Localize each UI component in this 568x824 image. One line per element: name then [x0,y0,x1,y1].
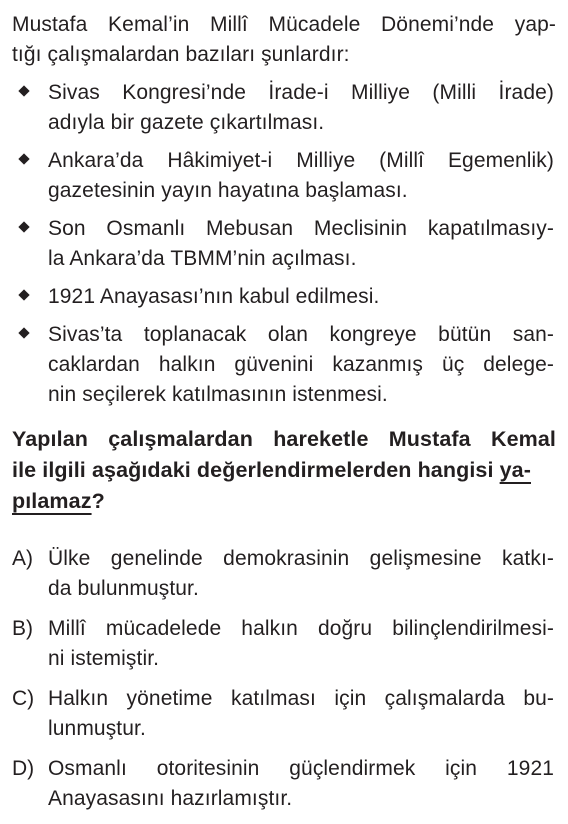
bullet-line: Sivas’ta toplanacak olan kongreye bütün san- [48,323,554,346]
diamond-bullet-icon [18,221,29,232]
option-letter: B) [12,617,33,640]
intro-line: tığı çalışmalardan bazıları şunlardır: [12,43,350,66]
option-b[interactable] [12,614,556,674]
question-line [12,486,556,517]
answer-options [12,544,556,824]
diamond-bullet-icon [18,289,29,300]
option-line: lunmuştur. [48,717,146,740]
bullet-line: gazetesinin yayın hayatına başlaması. [48,179,408,202]
bullet-item [12,146,556,206]
bullet-item [12,78,556,138]
option-line: Ülke genelinde demokrasinin gelişmesine katkı- [48,547,554,570]
question-stem [12,424,556,517]
option-d[interactable] [12,754,556,814]
option-line: da bulunmuştur. [48,577,199,600]
underlined-keyword: ya- [499,458,531,482]
underlined-keyword: pılamaz [12,489,92,513]
question-line [12,455,556,486]
option-c[interactable] [12,684,556,744]
option-letter: C) [12,687,35,710]
diamond-bullet-icon [18,85,29,96]
question-line: Yapılan çalışmalardan hareketle Mustafa Kemal [12,427,556,451]
option-line: Osmanlı otoritesinin güçlendirmek için 1921 [48,757,554,780]
diamond-bullet-icon [18,153,29,164]
option-line: Anayasasını hazırlamıştır. [48,787,293,810]
option-line: Halkın yönetime katılması için çalışmalarda bu- [48,687,554,710]
option-a[interactable] [12,544,556,604]
bullet-line: 1921 Anayasası’nın kabul edilmesi. [48,285,380,308]
bullet-item [12,320,556,410]
option-line: ni istemiştir. [48,647,160,670]
bullet-item [12,282,556,312]
bullet-item [12,214,556,274]
diamond-bullet-icon [18,327,29,338]
bullet-list [12,78,556,418]
question-text: ile ilgili aşağıdaki değerlendirmelerden hangisi [12,458,500,482]
bullet-line: Son Osmanlı Mebusan Meclisinin kapatılmasıy- [48,217,554,240]
intro-paragraph [12,10,556,70]
bullet-line: adıyla bir gazete çıkartılması. [48,111,325,134]
option-line: Millî mücadelede halkın doğru bilinçlendirilmesi- [48,617,554,640]
question-mark: ? [91,489,105,513]
option-letter: D) [12,757,35,780]
intro-line: Mustafa Kemal’in Millî Mücadele Dönemi’nde yap- [12,13,556,36]
bullet-line: Ankara’da Hâkimiyet-i Milliye (Millî Egemenlik) [48,149,554,172]
bullet-line: la Ankara’da TBMM’nin açılması. [48,247,357,270]
bullet-line: nin seçilerek katılmasının istenmesi. [48,383,388,406]
option-letter: A) [12,547,33,570]
bullet-line: Sivas Kongresi’nde İrade-i Milliye (Milli İrade) [48,81,554,104]
bullet-line: caklardan halkın güvenini kazanmış üç delege- [48,353,554,376]
